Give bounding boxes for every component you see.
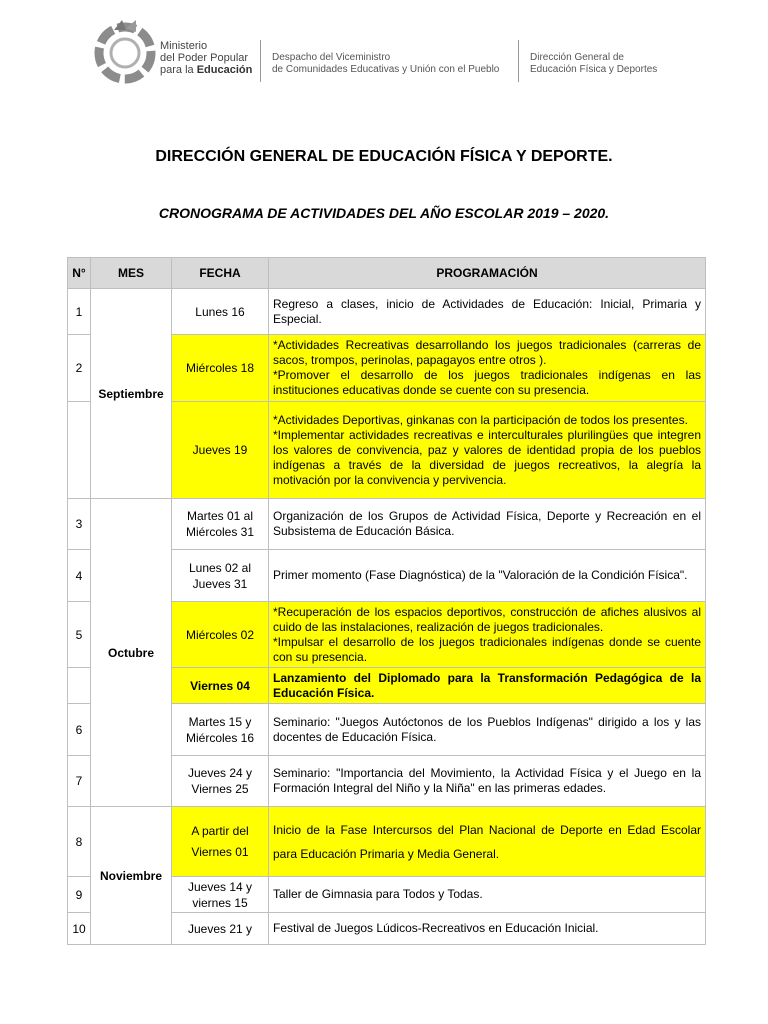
row-num: 1 [68,289,91,335]
program-cell: Primer momento (Fase Diagnóstica) de la "Valoración de la Condición Física". [269,550,706,602]
viceministry-name [272,52,499,76]
row-num: 6 [68,704,91,756]
program-cell: *Actividades Deportivas, ginkanas con la participación de todos los presentes. *Implementar actividades recreativas e interculturales plurilingües que integren los valores de convivencia, paz y valores de identidad propia de los pueblos indígenas a través de la diversidad de juegos recreativos, la alegría la motivación por la convivencia y pervivencia. [269,402,706,499]
ministry-name [160,40,252,76]
date-cell: Lunes 02 al Jueves 31 [172,550,269,602]
document-subtitle: CRONOGRAMA DE ACTIVIDADES DEL AÑO ESCOLAR 2019 – 2020. [158,205,610,221]
row-num [68,402,91,499]
date-cell: Martes 01 al Miércoles 31 [172,499,269,550]
date-cell: Viernes 04 [172,668,269,704]
program-cell: Organización de los Grupos de Actividad Física, Deporte y Recreación en el Subsistema de Educación Básica. [269,499,706,550]
schedule-table [67,257,706,945]
date-cell: Martes 15 y Miércoles 16 [172,704,269,756]
row-num: 9 [68,877,91,913]
date-cell: Miércoles 02 [172,602,269,668]
ministry-line-2: del Poder Popular [160,52,249,64]
dept2-line-2: Educación Física y Deportes [530,64,658,75]
dept1-line-1: Despacho del Viceministro [272,52,391,63]
program-cell: Seminario: "Juegos Autóctonos de los Pueblos Indígenas" dirigido a los y las docentes de Educación Física. [269,704,706,756]
dept1-line-2: de Comunidades Educativas y Unión con el Pueblo [272,64,500,75]
table-row [68,499,706,550]
document-title: DIRECCIÓN GENERAL DE EDUCACIÓN FÍSICA Y DEPORTE. [155,148,613,165]
date-cell: Jueves 19 [172,402,269,499]
table-row [68,807,706,877]
date-cell: A partir del Viernes 01 [172,807,269,877]
row-num: 2 [68,335,91,402]
date-cell: Jueves 14 y viernes 15 [172,877,269,913]
row-num [68,668,91,704]
row-num: 4 [68,550,91,602]
date-cell: Jueves 21 y [172,913,269,945]
program-cell: *Recuperación de los espacios deportivos, construcción de afiches alusivos al cuido de las instalaciones, realización de juegos tradicionales. *Impulsar el desarrollo de los juegos tradicionales indígenas donde se cuente con su presencia. [269,602,706,668]
header-divider-2 [518,40,519,82]
header-date: FECHA [172,258,269,289]
dept2-line-1: Dirección General de [530,52,624,63]
program-cell: Lanzamiento del Diplomado para la Transformación Pedagógica de la Educación Física. [269,668,706,704]
month-cell: Octubre [91,499,172,807]
ministry-logo [92,18,158,84]
ministry-line-3-bold: Educación [196,64,253,76]
header-program: PROGRAMACIÓN [269,258,706,289]
row-num: 7 [68,756,91,807]
directorate-name [530,52,657,76]
date-cell: Jueves 24 y Viernes 25 [172,756,269,807]
row-num: 8 [68,807,91,877]
program-cell: Inicio de la Fase Intercursos del Plan Nacional de Deporte en Edad Escolar para Educación Primaria y Media General. [269,807,706,877]
header-divider-1 [260,40,261,82]
table-row [68,289,706,335]
ministry-line-1: Ministerio [160,40,208,52]
program-cell: Taller de Gimnasia para Todos y Todas. [269,877,706,913]
program-cell: *Actividades Recreativas desarrollando los juegos tradicionales (carreras de sacos, trompos, perinolas, papagayos entre otros ). *Promover el desarrollo de los juegos tradicionales indígenas en las instituciones educativas donde se cuente con su presencia. [269,335,706,402]
header-num: N° [68,258,91,289]
program-cell: Regreso a clases, inicio de Actividades de Educación: Inicial, Primaria y Especial. [269,289,706,335]
month-cell: Septiembre [91,289,172,499]
date-cell: Miércoles 18 [172,335,269,402]
row-num: 5 [68,602,91,668]
letterhead [88,18,688,88]
table-header-row [68,258,706,289]
month-cell: Noviembre [91,807,172,945]
ministry-line-3-prefix: para la [160,64,197,76]
program-cell: Seminario: "Importancia del Movimiento, la Actividad Física y el Juego en la Formación Integral del Niño y la Niña" en las primeras edades. [269,756,706,807]
row-num: 10 [68,913,91,945]
ministry-line-3 [160,64,252,76]
date-cell: Lunes 16 [172,289,269,335]
row-num: 3 [68,499,91,550]
header-month: MES [91,258,172,289]
program-cell: Festival de Juegos Lúdicos-Recreativos en Educación Inicial. [269,913,706,945]
